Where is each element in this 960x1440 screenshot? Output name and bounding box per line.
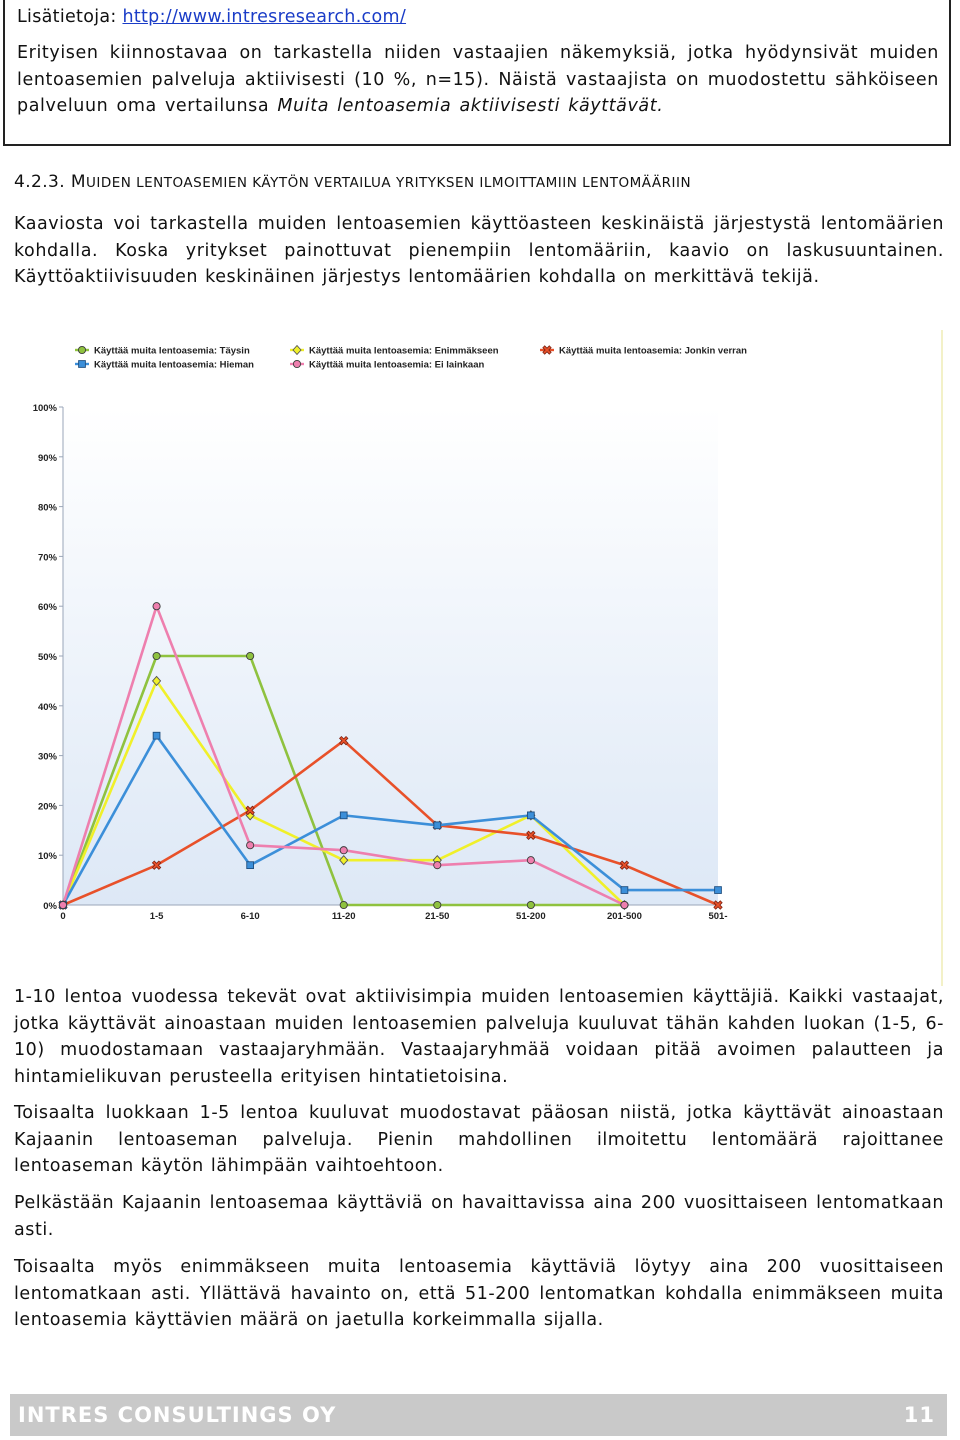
x-tick-label: 1-5 (149, 911, 164, 922)
legend-label: Käyttää muita lentoasemia: Ei lainkaan (309, 359, 485, 371)
series-4-point (434, 822, 441, 829)
x-tick-label: 0 (60, 911, 66, 922)
series-4-point (247, 862, 254, 869)
info-link[interactable]: http://www.intresresearch.com/ (122, 7, 407, 27)
paragraph-1: Kaaviosta voi tarkastella muiden lentoasemien käyttöasteen keskinäistä järjestystä lentomäärien kohdalla. Koska yritykset painottuvat pienempiin lentomääriin, kaavio on laskusuuntainen. Käyttöaktiivisuuden keskinäinen järjestys lentomäärien kohdalla on merkittävä tekijä. (14, 214, 944, 287)
x-tick-label: 6-10 (240, 911, 260, 922)
legend-label: Käyttää muita lentoasemia: Hieman (94, 359, 254, 371)
series-4-point (153, 732, 160, 739)
info-text (17, 40, 939, 120)
series-5-point (153, 603, 160, 610)
series-5-point (247, 842, 254, 849)
series-1-point (247, 652, 254, 659)
legend-marker (78, 346, 85, 353)
chart-svg (20, 330, 945, 986)
section-heading (14, 172, 691, 192)
info-label: Lisätietoja: (17, 7, 117, 27)
y-tick-label: 90% (37, 452, 57, 464)
y-tick-label: 50% (37, 652, 57, 663)
x-tick-label: 501- (708, 911, 728, 922)
paragraph-5: Toisaalta myös enimmäkseen muita lentoasemia käyttäviä löytyy aina 200 vuosittaiseen lentomatkaan asti. Yllättävä havainto on, että 51-200 lentomatkan kohdalla enimmäkseen muita lentoasemia käyttävien määrä on jaetulla korkeimmalla sijalla. (14, 1257, 944, 1330)
paragraph-3: Toisaalta luokkaan 1-5 lentoa kuuluvat muodostavat pääosan niistä, jotka käyttävät ainoastaan Kajaanin lentoaseman palveluja. Pienin mahdollinen ilmoitettu lentomäärä rajoittanee lentoaseman käytön lähimpään vaihtoehtoon. (14, 1103, 944, 1176)
info-box (3, 0, 951, 146)
legend-label: Käyttää muita lentoasemia: Täysin (94, 345, 250, 357)
series-4-point (621, 887, 628, 894)
x-tick-label: 21-50 (425, 911, 450, 922)
series-4-point (340, 812, 347, 819)
x-tick-label: 201-500 (606, 911, 642, 922)
legend-marker (293, 360, 300, 367)
series-5-point (527, 857, 534, 864)
series-5-point (340, 847, 347, 854)
y-tick-label: 100% (32, 403, 57, 414)
page-footer (10, 1394, 947, 1436)
paragraph-4: Pelkästään Kajaanin lentoasemaa käyttäviä on havaittavissa aina 200 vuosittaiseen lentomatkaan asti. (14, 1193, 944, 1240)
x-tick-label: 11-20 (331, 911, 356, 922)
footer-page-number: 11 (903, 1403, 935, 1427)
series-4-point (527, 812, 534, 819)
series-1-point (340, 901, 347, 908)
info-text-main: Erityisen kiinnostavaa on tarkastella niiden vastaajien näkemyksiä, jotka hyödynsivät muiden lentoasemien palveluja aktiivisesti (10 %, n=15). Näistä vastaajista on muodostettu sähköiseen palveluun oma vertailunsa (17, 43, 939, 116)
series-4-point (715, 887, 722, 894)
y-tick-label: 30% (37, 751, 57, 763)
y-tick-label: 10% (37, 851, 57, 863)
section-number: 4.2.3. (14, 172, 66, 192)
y-tick-label: 40% (37, 701, 57, 713)
y-tick-label: 60% (37, 602, 57, 614)
section-title-rest: UIDEN LENTOASEMIEN KÄYTÖN VERTAILUA YRITYKSEN ILMOITTAMIIN LENTOMÄÄRIIN (85, 175, 692, 191)
y-tick-label: 0% (43, 901, 57, 912)
info-text-italic: Muita lentoasemia aktiivisesti käyttävät. (277, 96, 664, 116)
legend-marker (79, 361, 86, 368)
legend-label: Käyttää muita lentoasemia: Jonkin verran (559, 345, 747, 357)
y-tick-label: 70% (37, 552, 57, 564)
info-line (17, 4, 939, 30)
line-chart (20, 330, 945, 986)
y-tick-label: 20% (37, 801, 57, 813)
series-5-point (59, 901, 66, 908)
section-title-first: M (70, 172, 86, 192)
series-1-point (434, 901, 441, 908)
legend-label: Käyttää muita lentoasemia: Enimmäkseen (309, 345, 499, 357)
series-5-point (621, 901, 628, 908)
series-5-point (434, 862, 441, 869)
x-tick-label: 51-200 (516, 911, 546, 922)
y-tick-label: 80% (37, 502, 57, 514)
paragraph-2: 1-10 lentoa vuodessa tekevät ovat aktiivisimpia muiden lentoasemien käyttäjiä. Kaikki vastaajat, jotka käyttävät ainoastaan muiden lentoasemien palveluja kuuluvat tähän kahden luokan (1-5, 6-10) muodostamaan vastaajaryhmään. Vastaajaryhmää voidaan pitää avoimen palautteen ja hintamielikuvan perusteella erityisen hintatietoisina. (14, 987, 944, 1087)
series-1-point (153, 652, 160, 659)
footer-company: INTRES CONSULTINGS OY (18, 1403, 337, 1427)
series-1-point (527, 901, 534, 908)
